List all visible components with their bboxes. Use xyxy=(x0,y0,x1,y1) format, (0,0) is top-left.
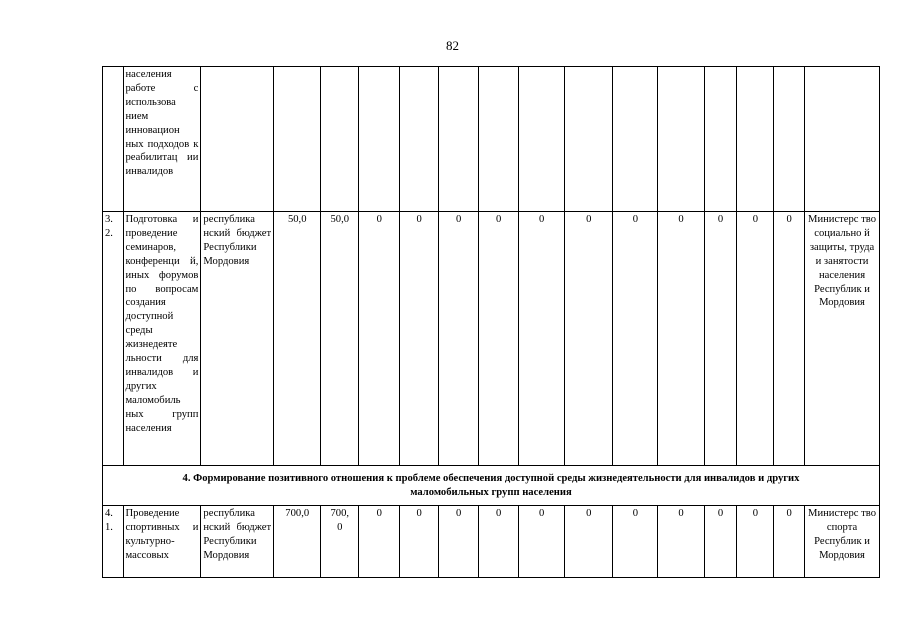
cell-executor: Министерс тво спорта Республик и Мордовия xyxy=(805,506,880,578)
cell-value: 0 xyxy=(359,506,400,578)
cell-value: 0 xyxy=(400,506,439,578)
cell-value xyxy=(479,67,519,212)
cell-value: 0 xyxy=(704,506,737,578)
program-table xyxy=(102,66,880,578)
cell-source xyxy=(201,67,274,212)
cell-value: 0 xyxy=(613,506,658,578)
cell-value xyxy=(321,67,359,212)
table-row xyxy=(103,212,880,466)
cell-value xyxy=(704,67,737,212)
cell-value: 0 xyxy=(439,212,479,466)
cell-value xyxy=(519,67,565,212)
cell-value: 700, 0 xyxy=(321,506,359,578)
cell-value: 0 xyxy=(439,506,479,578)
cell-activity: населения работе с использова нием инновацион ных подходов к реабилитац ии инвалидов xyxy=(123,67,201,212)
cell-value: 0 xyxy=(774,212,805,466)
cell-value xyxy=(400,67,439,212)
cell-value: 0 xyxy=(479,212,519,466)
table-row xyxy=(103,67,880,212)
cell-source: республика нский бюджет Республики Мордовия xyxy=(201,506,274,578)
cell-value: 0 xyxy=(737,506,774,578)
cell-executor: Министерс тво социально й защиты, труда и занятости населения Республик и Мордовия xyxy=(805,212,880,466)
cell-value: 0 xyxy=(565,506,613,578)
cell-executor xyxy=(805,67,880,212)
cell-value: 0 xyxy=(658,212,704,466)
cell-value: 50,0 xyxy=(321,212,359,466)
cell-value: 0 xyxy=(359,212,400,466)
cell-value: 0 xyxy=(400,212,439,466)
cell-source: республика нский бюджет Республики Мордовия xyxy=(201,212,274,466)
cell-value: 0 xyxy=(613,212,658,466)
cell-value: 0 xyxy=(519,212,565,466)
cell-num: 4. 1. xyxy=(103,506,124,578)
cell-value: 0 xyxy=(737,212,774,466)
section-header-row xyxy=(103,466,880,506)
section-title: 4. Формирование позитивного отношения к проблеме обеспечения доступной среды жизнедеятельности для инвалидов и других маломобильных групп населения xyxy=(103,466,880,506)
cell-total: 50,0 xyxy=(274,212,321,466)
cell-value xyxy=(737,67,774,212)
cell-value: 0 xyxy=(479,506,519,578)
cell-value xyxy=(658,67,704,212)
cell-value: 0 xyxy=(565,212,613,466)
cell-value: 0 xyxy=(704,212,737,466)
cell-value xyxy=(439,67,479,212)
cell-value xyxy=(774,67,805,212)
cell-num xyxy=(103,67,124,212)
cell-value xyxy=(565,67,613,212)
cell-total: 700,0 xyxy=(274,506,321,578)
page-number: 82 xyxy=(446,38,459,53)
cell-total xyxy=(274,67,321,212)
cell-activity: Подготовка и проведение семинаров, конференци й, иных форумов по вопросам создания доступной среды жизнедеяте льности для инвалидов и других маломобиль ных групп населения xyxy=(123,212,201,466)
cell-activity: Проведение спортивных и культурно- массовых xyxy=(123,506,201,578)
cell-value: 0 xyxy=(658,506,704,578)
table-row xyxy=(103,506,880,578)
cell-value xyxy=(613,67,658,212)
cell-value: 0 xyxy=(774,506,805,578)
cell-value xyxy=(359,67,400,212)
cell-num: 3. 2. xyxy=(103,212,124,466)
cell-value: 0 xyxy=(519,506,565,578)
